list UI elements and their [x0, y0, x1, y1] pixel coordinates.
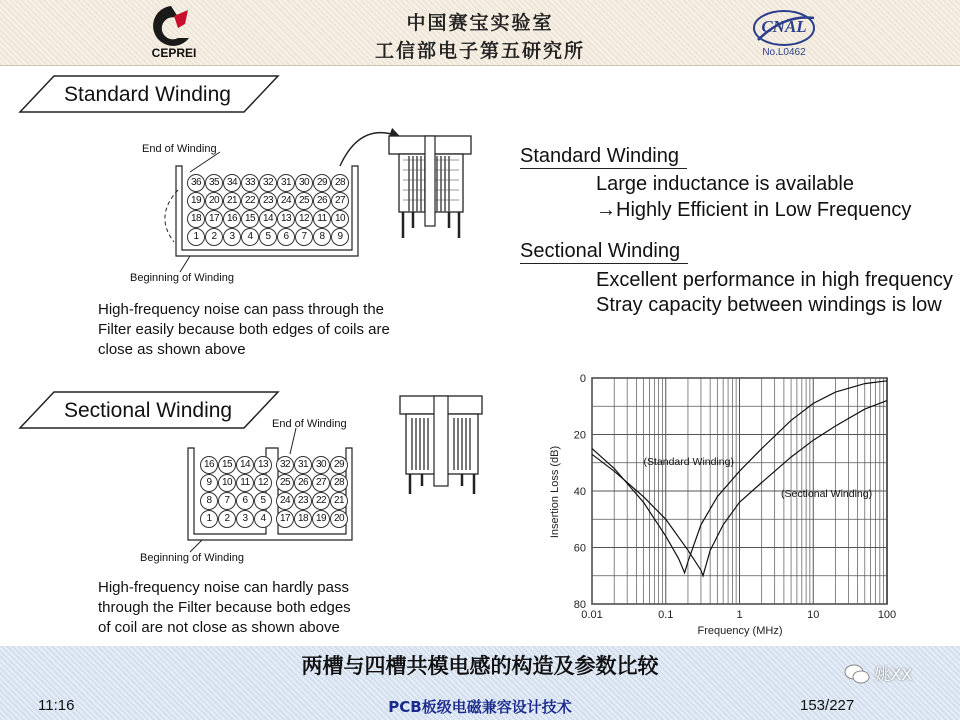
- coil-turn: 13: [277, 210, 295, 228]
- sectional-inductor-drawing: [396, 390, 488, 500]
- standard-inductor-drawing: [385, 130, 477, 240]
- coil-turn: 16: [223, 210, 241, 228]
- coil-turn: 24: [276, 492, 294, 510]
- coil-turn: 34: [223, 174, 241, 192]
- standard-banner-label: Standard Winding: [64, 83, 231, 106]
- coil-turn: 20: [330, 510, 348, 528]
- coil-turn: 20: [205, 192, 223, 210]
- chart-series-label: (Sectional Winding): [781, 488, 873, 501]
- coil-turn: 11: [236, 474, 254, 492]
- coil-turn: 26: [313, 192, 331, 210]
- ceprei-logo-text: CEPREI: [151, 46, 197, 60]
- sectional-caption-line: through the Filter because both edges: [98, 599, 351, 616]
- slide-title: 两槽与四槽共模电感的构造及参数比较: [301, 654, 659, 678]
- coil-turn: 17: [205, 210, 223, 228]
- coil-turn: 28: [331, 174, 349, 192]
- chart-y-tick-label: 80: [573, 599, 586, 611]
- footer-course-title: PCB板级电磁兼容设计技术: [388, 698, 572, 716]
- coil-turn: 18: [187, 210, 205, 228]
- coil-turn: 14: [259, 210, 277, 228]
- sectional-banner-label: Sectional Winding: [64, 399, 233, 422]
- coil-turn: 11: [313, 210, 331, 228]
- coil-turn: 25: [276, 474, 294, 492]
- coil-turn: 15: [241, 210, 259, 228]
- sectional-winding-diagram: [130, 414, 360, 570]
- standard-caption-line: High-frequency noise can pass through the: [98, 301, 385, 318]
- chart-y-tick-label: 60: [573, 542, 586, 555]
- sectional-end-label: End of Winding: [272, 418, 347, 430]
- watermark-text: 姚XX: [874, 665, 913, 684]
- coil-turn: 2: [218, 510, 236, 528]
- coil-turn: 13: [254, 456, 272, 474]
- coil-turn: 24: [277, 192, 295, 210]
- coil-turn: 12: [254, 474, 272, 492]
- coil-turn: 32: [259, 174, 277, 192]
- coil-turn: 4: [254, 510, 272, 528]
- chart-y-tick-label: 20: [573, 429, 586, 442]
- coil-turn: 19: [187, 192, 205, 210]
- coil-turn: 7: [218, 492, 236, 510]
- coil-turn: 36: [187, 174, 205, 192]
- header-title-line1: 中国赛宝实验室: [406, 12, 554, 34]
- wechat-icon: [844, 663, 870, 685]
- cnal-logo: [748, 4, 820, 62]
- comparison-text: [520, 145, 958, 325]
- coil-turn: 25: [295, 192, 313, 210]
- coil-turn: 3: [223, 228, 241, 246]
- coil-turn: 9: [331, 228, 349, 246]
- ceprei-logo: [140, 2, 202, 64]
- coil-turn: 19: [312, 510, 330, 528]
- coil-turn: 26: [294, 474, 312, 492]
- coil-turn: 1: [200, 510, 218, 528]
- chart-x-tick-label: 10: [807, 609, 820, 621]
- coil-turn: 22: [241, 192, 259, 210]
- sectional-caption-line: High-frequency noise can hardly pass: [98, 579, 349, 596]
- coil-turn: 31: [294, 456, 312, 474]
- coil-turn: 31: [277, 174, 295, 192]
- coil-turn: 18: [294, 510, 312, 528]
- footer-time: 11:16: [38, 697, 75, 714]
- coil-turn: 16: [200, 456, 218, 474]
- coil-turn: 32: [276, 456, 294, 474]
- coil-turn: 23: [259, 192, 277, 210]
- chart-x-tick-label: 0.01: [581, 609, 603, 621]
- chart-y-tick-label: 40: [573, 486, 586, 498]
- coil-turn: 29: [313, 174, 331, 192]
- coil-turn: 27: [331, 192, 349, 210]
- coil-turn: 5: [259, 228, 277, 246]
- coil-turn: 6: [236, 492, 254, 510]
- coil-turn: 27: [312, 474, 330, 492]
- standard-end-label: End of Winding: [142, 143, 217, 155]
- standard-caption-line: Filter easily because both edges of coils are: [98, 321, 390, 338]
- coil-turn: 2: [205, 228, 223, 246]
- chart-x-tick-label: 100: [877, 609, 897, 621]
- standard-winding-banner: [18, 74, 280, 114]
- header-title-line2: 工信部电子第五研究所: [374, 40, 585, 62]
- sectional-heading: Sectional Winding: [520, 240, 688, 264]
- coil-turn: 28: [330, 474, 348, 492]
- coil-turn: 7: [295, 228, 313, 246]
- coil-turn: 10: [218, 474, 236, 492]
- coil-turn: 5: [254, 492, 272, 510]
- coil-turn: 14: [236, 456, 254, 474]
- cnal-logo-text: CNAL: [761, 17, 807, 36]
- coil-turn: 23: [294, 492, 312, 510]
- sectional-point-1: Excellent performance in high frequency: [596, 269, 953, 291]
- chart-y-tick-label: 0: [579, 373, 586, 385]
- sectional-point-2: Stray capacity between windings is low: [596, 294, 942, 316]
- coil-turn: 4: [241, 228, 259, 246]
- coil-turn: 12: [295, 210, 313, 228]
- coil-turn: 21: [223, 192, 241, 210]
- coil-turn: 8: [313, 228, 331, 246]
- coil-turn: 15: [218, 456, 236, 474]
- coil-turn: 9: [200, 474, 218, 492]
- sectional-caption: [98, 578, 428, 638]
- coil-turn: 33: [241, 174, 259, 192]
- chart-x-tick-label: 1: [736, 609, 743, 621]
- coil-turn: 30: [312, 456, 330, 474]
- coil-turn: 22: [312, 492, 330, 510]
- chart-series-label: (Standard Winding): [643, 456, 734, 469]
- standard-point-1: Large inductance is available: [596, 173, 854, 195]
- coil-turn: 8: [200, 492, 218, 510]
- insertion-loss-chart: [540, 362, 910, 644]
- coil-turn: 35: [205, 174, 223, 192]
- sectional-begin-label: Beginning of Winding: [140, 552, 244, 564]
- standard-heading: Standard Winding: [520, 145, 687, 169]
- coil-turn: 29: [330, 456, 348, 474]
- coil-turn: 3: [236, 510, 254, 528]
- standard-point-2: →Highly Efficient in Low Frequency: [596, 199, 912, 221]
- footer-page-number: 153/227: [800, 697, 855, 714]
- chart-x-axis-label: Frequency (MHz): [697, 625, 783, 637]
- chart-y-axis-label: Insertion Loss (dB): [549, 445, 561, 539]
- cnal-number: No.L0462: [762, 47, 806, 58]
- standard-caption: [98, 300, 428, 360]
- coil-turn: 1: [187, 228, 205, 246]
- coil-turn: 10: [331, 210, 349, 228]
- standard-caption-line: close as shown above: [98, 341, 246, 358]
- coil-turn: 30: [295, 174, 313, 192]
- sectional-caption-line: of coil are not close as shown above: [98, 619, 340, 636]
- watermark: [844, 662, 912, 688]
- standard-begin-label: Beginning of Winding: [130, 272, 234, 284]
- coil-turn: 17: [276, 510, 294, 528]
- coil-turn: 6: [277, 228, 295, 246]
- chart-x-tick-label: 0.1: [658, 609, 674, 621]
- coil-turn: 21: [330, 492, 348, 510]
